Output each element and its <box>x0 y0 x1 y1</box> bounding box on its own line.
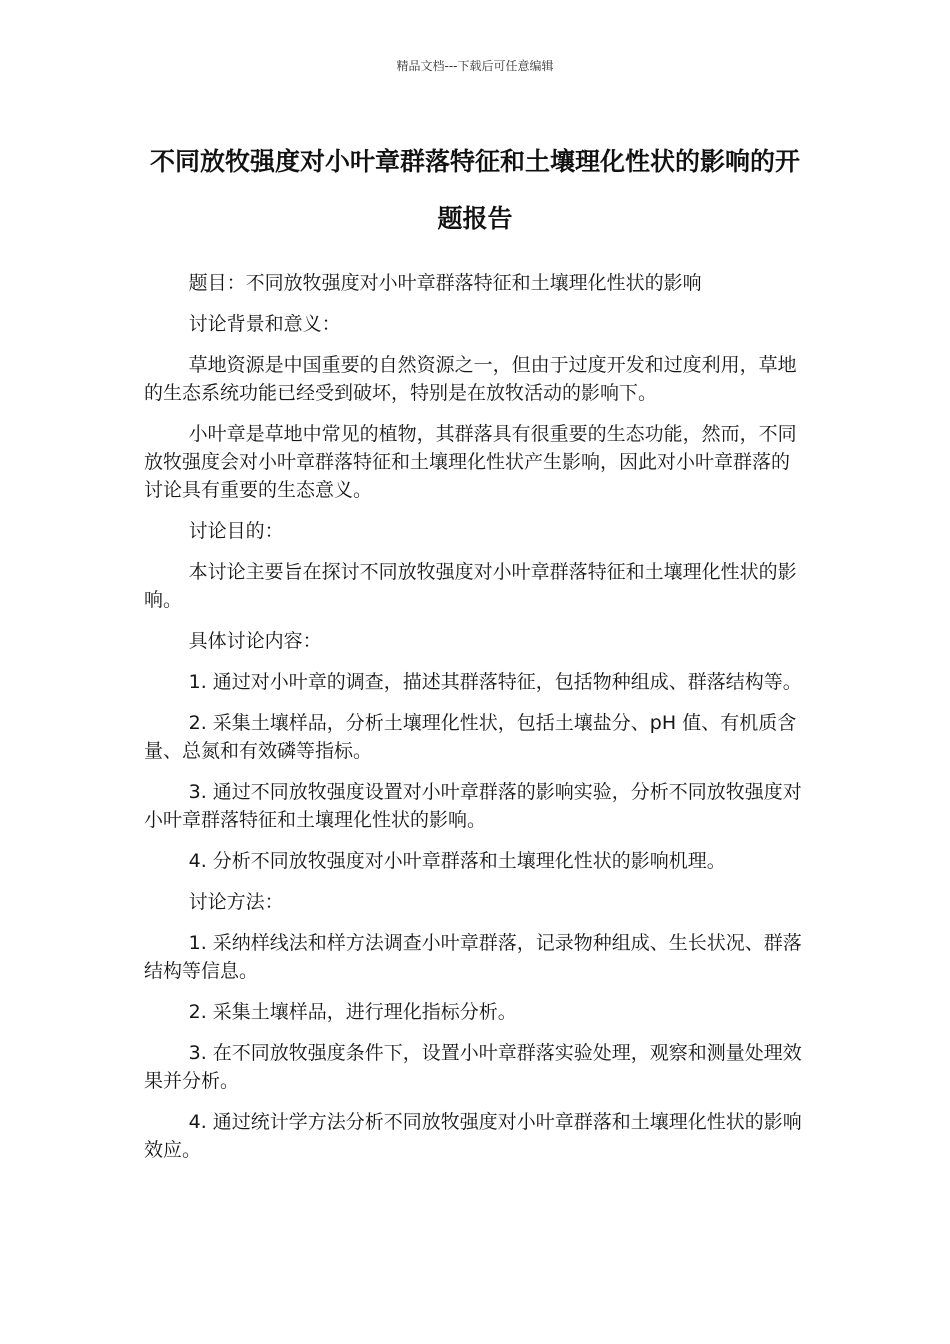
method-item-1: 1. 采纳样线法和样方法调查小叶章群落，记录物种组成、生长状况、群落结构等信息。 <box>144 932 802 982</box>
content-item-1: 1. 通过对小叶章的调查，描述其群落特征，包括物种组成、群落结构等。 <box>188 671 802 693</box>
heading-purpose: 讨论目的： <box>188 520 284 542</box>
paragraph-background-2: 小叶章是草地中常见的植物，其群落具有很重要的生态功能，然而，不同放牧强度会对小叶章群落特征和土壤理化性状产生影响，因此对小叶章群落的讨论具有重要的生态意义。 <box>144 423 797 501</box>
paragraph-background-1: 草地资源是中国重要的自然资源之一，但由于过度开发和过度利用，草地的生态系统功能已经受到破坏，特别是在放牧活动的影响下。 <box>144 354 797 404</box>
heading-methods: 讨论方法： <box>188 891 284 913</box>
content-item-4: 4. 分析不同放牧强度对小叶章群落和土壤理化性状的影响机理。 <box>188 850 726 872</box>
paragraph-purpose: 本讨论主要旨在探讨不同放牧强度对小叶章群落特征和土壤理化性状的影响。 <box>144 561 797 611</box>
method-item-2: 2. 采集土壤样品，进行理化指标分析。 <box>188 1001 517 1023</box>
document-title: 不同放牧强度对小叶章群落特征和土壤理化性状的影响的开题报告 <box>149 147 800 233</box>
method-item-3: 3. 在不同放牧强度条件下，设置小叶章群落实验处理，观察和测量处理效果并分析。 <box>144 1042 802 1092</box>
heading-content: 具体讨论内容： <box>188 630 322 652</box>
content-item-2: 2. 采集土壤样品，分析土壤理化性状，包括土壤盐分、pH 值、有机质含量、总氮和有效磷等指标。 <box>144 712 797 762</box>
header-note: 精品文档---下载后可任意编辑 <box>396 59 554 73</box>
method-item-4: 4. 通过统计学方法分析不同放牧强度对小叶章群落和土壤理化性状的影响效应。 <box>144 1111 802 1161</box>
heading-background: 讨论背景和意义： <box>188 313 341 335</box>
document-body <box>144 269 808 1177</box>
paragraph-topic: 题目：不同放牧强度对小叶章群落特征和土壤理化性状的影响 <box>188 272 702 294</box>
content-item-3: 3. 通过不同放牧强度设置对小叶章群落的影响实验，分析不同放牧强度对小叶章群落特征和土壤理化性状的影响。 <box>144 781 802 831</box>
